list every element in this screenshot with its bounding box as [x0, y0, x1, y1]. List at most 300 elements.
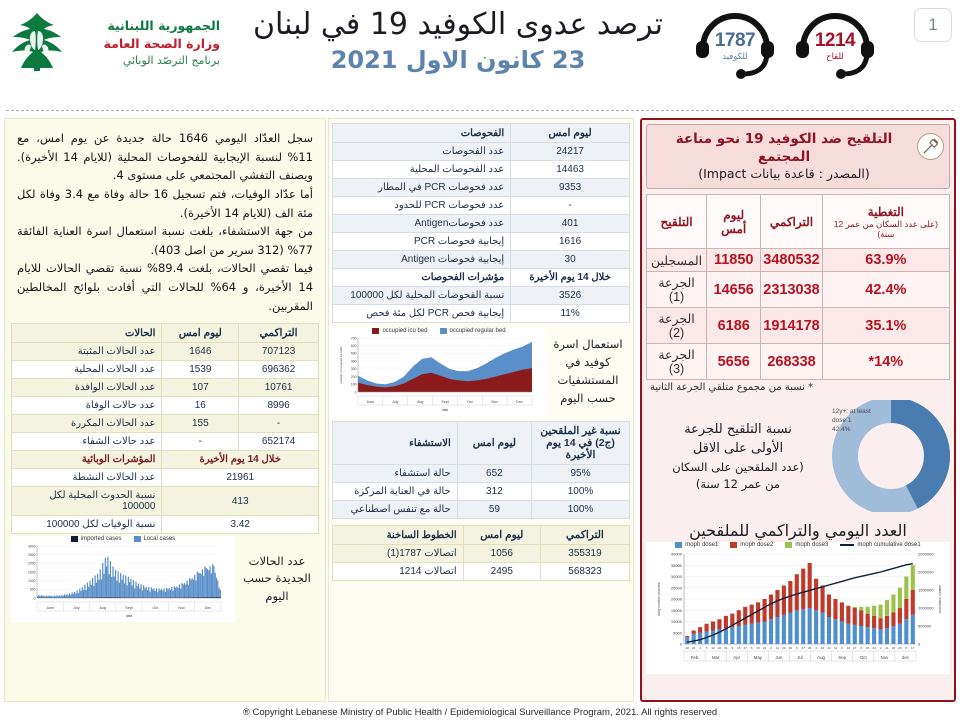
cell-value: 401 [511, 215, 630, 233]
cell-cumulative: 652174 [239, 433, 319, 451]
cell-label: عدد الحالات الوافدة [12, 379, 162, 397]
cell-unvaccinated: 95% [532, 465, 630, 483]
cell-cumulative: 2313038 [761, 272, 822, 308]
svg-text:Oct: Oct [152, 606, 159, 611]
legend-label: moph dose3 [795, 542, 829, 549]
svg-text:2500: 2500 [27, 553, 36, 558]
cell-value: 413 [162, 487, 319, 516]
svg-text:Sept: Sept [125, 606, 133, 611]
table-row [333, 197, 630, 215]
table-header-row [12, 324, 319, 343]
svg-text:Nov: Nov [178, 606, 185, 611]
svg-text:400: 400 [350, 359, 357, 364]
caption-l3: اليوم [265, 589, 289, 604]
svg-text:number of occupied icu beds: number of occupied icu beds [339, 346, 343, 384]
donut-description [646, 420, 830, 494]
col-hospitalization-title: الاستشفاء [333, 422, 458, 465]
col-yesterday: ليوم أمس [707, 195, 761, 249]
title-date: 23 كانون الاول 2021 [330, 45, 586, 74]
svg-text:20: 20 [782, 646, 786, 651]
cell-label: إيجابية فحوصات PCR [333, 233, 511, 251]
svg-text:18: 18 [685, 646, 689, 651]
cell-label: المسجلين [647, 249, 707, 272]
legend-label: imported cases [80, 536, 122, 543]
svg-text:8: 8 [795, 646, 798, 651]
legend-label: occupied icu bed [382, 328, 428, 334]
svg-text:Oct: Oct [859, 655, 867, 661]
svg-text:Jul: Jul [797, 655, 803, 661]
svg-text:June: June [46, 606, 55, 611]
svg-text:24: 24 [762, 646, 767, 651]
table-row [333, 143, 630, 161]
svg-text:Mar: Mar [711, 655, 720, 661]
svg-text:25000: 25000 [670, 585, 682, 591]
cell-yesterday: 6186 [707, 308, 761, 344]
col-cumulative: التراكمي [761, 195, 822, 249]
cell-label: الجرعة (3) [647, 344, 707, 380]
section-header-row [12, 451, 319, 469]
cell-label: حالة مع تنفس اصطناعي [333, 501, 458, 519]
svg-text:5: 5 [705, 646, 708, 651]
svg-text:100: 100 [350, 382, 357, 387]
table-row [12, 361, 319, 379]
donut-caption-l1: 12y+: at least [832, 408, 871, 416]
svg-text:Aug: Aug [416, 400, 424, 404]
cell-label: عدد الحالات النشطة [12, 469, 162, 487]
cell-value: 21961 [162, 469, 319, 487]
cell-label: نسبة الفحوصات المحلية لكل 100000 [333, 287, 511, 305]
col-vaccination: التلقيح [647, 195, 707, 249]
vaccination-heading-line2: (المصدر : قاعدة بيانات Impact) [698, 166, 870, 182]
svg-text:2: 2 [770, 646, 772, 651]
cell-value: 3526 [511, 287, 630, 305]
hotline-label: للكوفيد [722, 52, 748, 62]
caption-l1: عدد الحالات [248, 553, 306, 568]
table-row [333, 501, 630, 519]
cell-coverage: 35.1% [822, 308, 949, 344]
svg-text:11: 11 [885, 646, 889, 651]
middle-column [328, 118, 634, 702]
svg-text:3000: 3000 [27, 544, 36, 549]
table-row [333, 251, 630, 269]
caption-l4: حسب اليوم [560, 390, 616, 405]
svg-text:1500: 1500 [27, 570, 36, 575]
svg-text:9: 9 [841, 646, 843, 651]
svg-text:13: 13 [820, 646, 825, 651]
cell-yesterday: 16 [162, 397, 239, 415]
legend-label: Local cases [143, 536, 176, 543]
donut-desc-l2: الأولى على الاقل [692, 441, 784, 457]
donut-caption-l2: 1 dose [832, 417, 852, 425]
copyright-footer: ® Copyright Lebanese Ministry of Public Health / Epidemiological Surveillance Program, 2021. All rights reserved [242, 707, 718, 718]
svg-text:5000: 5000 [673, 630, 682, 636]
svg-text:17: 17 [801, 646, 805, 651]
summary-p4: فيما تقصي الحالات، بلغت 89.4% نسبة تقصي الحالات للايام 14 الأخيرة، و 64% للحالات التي أفادت بلوائح المخالطين المقربين. [17, 261, 314, 313]
bed-occupancy-caption [546, 336, 630, 407]
caption-l2: الجديدة حسب [243, 571, 311, 586]
svg-text:1500000: 1500000 [918, 587, 934, 593]
svg-text:4: 4 [699, 646, 701, 651]
cell-value: 11% [511, 305, 630, 323]
svg-text:26: 26 [807, 646, 812, 651]
col-yesterday: ليوم امس [162, 324, 239, 343]
cell-yesterday: 14656 [707, 272, 761, 308]
svg-text:17: 17 [911, 646, 915, 651]
cell-yesterday: 107 [162, 379, 239, 397]
svg-text:2500000: 2500000 [918, 551, 934, 557]
cell-yesterday: 1056 [463, 545, 540, 563]
col-coverage-sub: (على عدد السكان من عمر 12 سنة) [833, 218, 938, 239]
svg-text:27: 27 [853, 646, 857, 651]
svg-text:Nov: Nov [880, 655, 889, 661]
svg-text:Apr: Apr [733, 655, 741, 661]
vaccination-chart-svg [650, 548, 950, 670]
syringe-icon [917, 133, 944, 160]
cell-value: 3.42 [162, 516, 319, 534]
table-row [12, 469, 319, 487]
donut-desc-l3: (عدد الملقحين على السكان [672, 459, 804, 474]
col-hotline-title: الخطوط الساخنة [333, 526, 464, 545]
caption-l1: استعمال اسرة [553, 337, 623, 352]
svg-text:15: 15 [865, 646, 870, 651]
legend-swatch [840, 544, 854, 546]
cell-label: الجرعة (1) [647, 272, 707, 308]
svg-text:2000: 2000 [27, 561, 36, 566]
bed-occupancy-chart [332, 328, 546, 416]
svg-text:27: 27 [743, 646, 747, 651]
table-row [333, 465, 630, 483]
cell-value: 30 [511, 251, 630, 269]
svg-text:29: 29 [788, 646, 793, 651]
legend-label: occupied regular bed [449, 328, 506, 334]
table-row [333, 215, 630, 233]
svg-text:Oct: Oct [467, 400, 473, 404]
svg-text:23: 23 [691, 646, 696, 651]
cedar-tree-icon [6, 10, 68, 72]
table-row [333, 483, 630, 501]
cell-cumulative: 355319 [540, 545, 629, 563]
svg-text:2000000: 2000000 [918, 569, 934, 575]
svg-text:1000: 1000 [27, 579, 36, 584]
logo-line-ministry: وزارة الصحة العامة [103, 36, 220, 52]
hotline-badges [688, 8, 882, 82]
vaccination-table [646, 194, 950, 380]
cell-cumulative: 10761 [239, 379, 319, 397]
cell-label: نسبة الوفيات لكل 100000 [12, 516, 162, 534]
svg-text:Aug: Aug [817, 655, 825, 661]
cell-value: 24217 [511, 143, 630, 161]
cell-label: عدد الحالات المكررة [12, 415, 162, 433]
svg-text:July: July [392, 400, 399, 404]
svg-text:300: 300 [350, 367, 357, 372]
col-coverage: التغطية (على عدد السكان من عمر 12 سنة) [822, 195, 949, 249]
new-cases-caption [235, 553, 319, 606]
title-main: ترصد عدوى الكوفيد 19 في لبنان [252, 7, 664, 42]
donut-section [646, 397, 950, 515]
svg-text:8: 8 [905, 646, 908, 651]
cell-coverage: 42.4% [822, 272, 949, 308]
table-header-row [647, 195, 950, 249]
vaccination-panel [640, 118, 956, 702]
hospitalization-table [332, 421, 630, 519]
svg-text:date: date [441, 408, 449, 412]
summary-p1: سجل العدّاد اليومي 1646 حالة جديدة عن يوم امس، مع 11% لنسبة الإيجابية للفحوصات المحلية (للايام 14 الأخيرة). ويصنف التفشي المجتمعي على مستوى 4. [17, 131, 313, 183]
vaccination-chart-title: العدد اليومي والتراكمي للملقحين [689, 521, 907, 541]
svg-text:500000: 500000 [918, 623, 932, 629]
cell-yesterday: 11850 [707, 249, 761, 272]
table-row [647, 249, 950, 272]
section-title: مؤشرات الفحوصات [333, 269, 511, 287]
cell-unvaccinated: 100% [532, 483, 630, 501]
section-title: المؤشرات الوبائية [12, 451, 162, 469]
vaccination-chart [646, 542, 950, 674]
hotline-number: 1787 [714, 30, 756, 51]
svg-text:Dec: Dec [516, 400, 523, 404]
donut-desc-l1: نسبة التلقيح للجرعة [684, 421, 792, 437]
table-row [333, 233, 630, 251]
caption-l2: كوفيد في [565, 355, 611, 370]
cell-cumulative: 707123 [239, 343, 319, 361]
page-title [224, 6, 692, 74]
table-row [647, 308, 950, 344]
new-cases-chart [11, 536, 235, 622]
svg-text:Nov: Nov [491, 400, 498, 404]
tests-table [332, 123, 630, 323]
cell-yesterday: 5656 [707, 344, 761, 380]
svg-text:Dec: Dec [204, 606, 212, 611]
syringe-glyph [921, 137, 940, 156]
svg-text:Feb: Feb [690, 655, 699, 661]
svg-text:12: 12 [711, 646, 715, 651]
col-yesterday: ليوم امس [511, 124, 630, 143]
section-period: خلال 14 يوم الأخيرة [511, 269, 630, 287]
svg-text:31: 31 [833, 646, 838, 651]
cell-label: عدد فحوصات PCR في المطار [333, 179, 511, 197]
table-row [12, 379, 319, 397]
svg-text:May: May [753, 655, 762, 661]
cell-yesterday: 652 [457, 465, 531, 483]
col-cumulative: التراكمي [540, 526, 629, 545]
svg-text:Sept: Sept [441, 400, 449, 404]
svg-text:0: 0 [679, 641, 682, 647]
col-cumulative: التراكمي [239, 324, 319, 343]
legend-label: moph cumulative dose1 [857, 542, 921, 549]
cell-value: 14463 [511, 161, 630, 179]
table-row [12, 397, 319, 415]
col-tests-title: الفحوصات [333, 124, 511, 143]
svg-text:30000: 30000 [670, 574, 682, 580]
table-row [647, 272, 950, 308]
table-row [12, 433, 319, 451]
col-unvaccinated: نسبة غير الملقحين (ج2) في 14 يوم الأخيرة [532, 422, 630, 465]
svg-text:22: 22 [827, 646, 831, 651]
svg-text:Aug: Aug [99, 606, 106, 611]
svg-text:0: 0 [354, 390, 357, 395]
cell-label: اتصالات 1787(1) [333, 545, 464, 563]
cell-yesterday: - [162, 433, 239, 451]
svg-text:date: date [125, 614, 133, 619]
new-cases-section [11, 536, 319, 622]
cell-label: عدد الحالات المحلية [12, 361, 162, 379]
cell-cumulative: 3480532 [761, 249, 822, 272]
col-cases-title: الحالات [12, 324, 162, 343]
cell-label: حالة في العناية المركزة [333, 483, 458, 501]
cell-yesterday: 59 [457, 501, 531, 519]
vaccination-heading-line1: التلقيح ضد الكوفيد 19 نحو مناعة المجتمع [675, 131, 893, 166]
hotline-badge-vaccine [788, 8, 882, 82]
table-row [333, 563, 630, 581]
section-header-row [333, 269, 630, 287]
table-row [12, 487, 319, 516]
cases-table [11, 323, 319, 534]
cell-cumulative: 8996 [239, 397, 319, 415]
legend-label: moph dose1 [685, 542, 719, 549]
svg-text:22: 22 [717, 646, 722, 651]
logo-line-program: برنامج الترصّد الوبائي [122, 54, 220, 68]
cell-yesterday: 155 [162, 415, 239, 433]
legend-label: moph dose2 [740, 542, 774, 549]
vaccination-heading [646, 124, 950, 189]
caption-l3: المستشفيات [557, 373, 619, 387]
hotline-number: 1214 [814, 30, 856, 51]
hotline-label: للقاح [826, 52, 844, 62]
svg-text:1000000: 1000000 [918, 605, 934, 611]
bed-occupancy-section [332, 328, 630, 416]
cell-label: عدد الحالات المثبتة [12, 343, 162, 361]
svg-text:18: 18 [737, 646, 741, 651]
cell-label: عدد حالات الوفاة [12, 397, 162, 415]
cell-value: 9353 [511, 179, 630, 197]
svg-text:2: 2 [879, 646, 882, 651]
cell-label: نسبة الحدوث المحلية لكل 100000 [12, 487, 162, 516]
cell-label: عدد حالات الشفاء [12, 433, 162, 451]
table-row [12, 415, 319, 433]
right-column [4, 118, 326, 702]
donut-caption [832, 408, 871, 434]
table-row [333, 179, 630, 197]
header-divider [6, 110, 954, 111]
cell-label: الجرعة (2) [647, 308, 707, 344]
svg-text:0: 0 [918, 641, 921, 647]
svg-text:500: 500 [29, 587, 36, 592]
cell-label: عدد الفحوصات [333, 143, 511, 161]
svg-text:200: 200 [350, 374, 357, 379]
cell-value: 1616 [511, 233, 630, 251]
cell-label: إيجابية فحوصات Antigen [333, 251, 511, 269]
svg-text:4: 4 [815, 646, 817, 651]
svg-text:700: 700 [350, 336, 357, 341]
cell-yesterday: 2495 [463, 563, 540, 581]
hotline-table [332, 525, 630, 581]
cell-label: عدد فحوصات PCR للحدود [333, 197, 511, 215]
cell-cumulative: 696362 [239, 361, 319, 379]
page-number-badge: 1 [914, 8, 952, 42]
summary-p3: من جهة الاستشفاء، بلغت نسبة استعمال اسرة العناية الفائقة 77% (312 سرير من اصل 403). [17, 224, 313, 257]
svg-text:24: 24 [872, 646, 876, 651]
table-header-row [333, 124, 630, 143]
cell-cumulative: 1914178 [761, 308, 822, 344]
cell-yesterday: 1646 [162, 343, 239, 361]
svg-text:10000: 10000 [670, 619, 682, 625]
svg-text:500: 500 [350, 351, 357, 356]
svg-text:Sep: Sep [838, 655, 847, 661]
svg-text:6: 6 [750, 646, 753, 651]
svg-text:20: 20 [891, 646, 896, 651]
svg-text:11: 11 [775, 646, 780, 651]
donut-chart [830, 400, 950, 512]
svg-text:40000: 40000 [670, 551, 682, 557]
cell-yesterday: 1539 [162, 361, 239, 379]
table-row [333, 305, 630, 323]
cell-label: عدد الفحوصات المحلية [333, 161, 511, 179]
table-row [333, 161, 630, 179]
logo-line-republic: الجمهورية اللبنانية [107, 17, 220, 33]
table-row [647, 344, 950, 380]
svg-text:18: 18 [846, 646, 851, 651]
svg-text:Jun: Jun [775, 655, 783, 661]
col-yesterday: ليوم امس [457, 422, 531, 465]
svg-text:31: 31 [724, 646, 728, 651]
cell-cumulative: 268338 [761, 344, 822, 380]
svg-text:15000: 15000 [670, 608, 682, 614]
table-header-row [333, 526, 630, 545]
page-header [0, 0, 960, 104]
svg-text:15: 15 [756, 646, 760, 651]
bed-occupancy-chart-svg [336, 334, 546, 412]
summary-p2: أما عدّاد الوفيات، فتم تسجيل 16 حالة وفاة مع 3.4 وفاة لكل مئة الف (للايام 14 الأخيرة). [17, 186, 314, 220]
table-row [12, 343, 319, 361]
col-yesterday: ليوم امس [463, 526, 540, 545]
cell-label: إيجابية فحص PCR لكل مئة فحص [333, 305, 511, 323]
table-row [333, 287, 630, 305]
cell-yesterday: 312 [457, 483, 531, 501]
new-cases-chart-svg [15, 542, 235, 618]
table-row [12, 516, 319, 534]
svg-text:20000: 20000 [670, 596, 682, 602]
svg-text:cumulative number: cumulative number [938, 584, 942, 614]
svg-text:35000: 35000 [670, 563, 682, 569]
svg-text:July: July [73, 606, 80, 611]
cell-label: اتصالات 1214 [333, 563, 464, 581]
cell-coverage: 63.9% [822, 249, 949, 272]
svg-text:June: June [366, 400, 375, 404]
svg-text:dec: dec [901, 655, 910, 661]
cell-value: - [511, 197, 630, 215]
donut-caption-l3: 42.4% [832, 425, 851, 433]
cell-label: عدد فحوصاتAntigen [333, 215, 511, 233]
section-period: خلال 14 يوم الأخيرة [162, 451, 319, 469]
svg-text:9: 9 [731, 646, 734, 651]
cell-label: حالة استشفاء [333, 465, 458, 483]
cell-cumulative: - [239, 415, 319, 433]
table-header-row [333, 422, 630, 465]
cell-unvaccinated: 100% [532, 501, 630, 519]
summary-text [11, 123, 319, 323]
cell-coverage: 14%* [822, 344, 949, 380]
table-row [333, 545, 630, 563]
hotline-badge-covid [688, 8, 782, 82]
svg-text:600: 600 [350, 344, 357, 349]
svg-text:29: 29 [898, 646, 902, 651]
vaccination-footnote: * نسبة من مجموع متلقي الجرعة الثانية [650, 382, 814, 394]
ministry-logo [6, 4, 220, 78]
cell-cumulative: 568323 [540, 563, 629, 581]
donut-desc-l4: من عمر 12 سنة) [695, 476, 781, 491]
ministry-logo-text [74, 13, 220, 69]
svg-text:0: 0 [33, 596, 36, 601]
svg-text:6: 6 [860, 646, 863, 651]
svg-text:daily number of doses: daily number of doses [657, 582, 661, 616]
